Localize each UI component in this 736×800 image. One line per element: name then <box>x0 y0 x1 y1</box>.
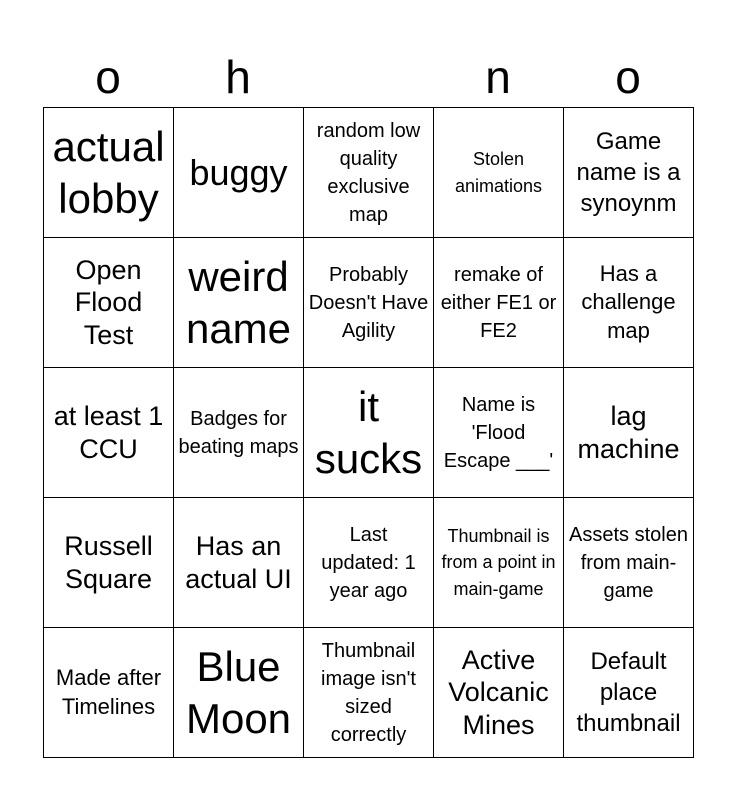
header-letter-4: n <box>485 51 511 103</box>
bingo-cell[interactable]: Assets stolen from main-game <box>564 498 694 628</box>
bingo-cell[interactable]: remake of either FE1 or FE2 <box>434 238 564 368</box>
bingo-cell[interactable]: it sucks <box>304 368 434 498</box>
bingo-cell[interactable]: Has a challenge map <box>564 238 694 368</box>
bingo-cell[interactable]: Thumbnail image isn't sized correctly <box>304 628 434 758</box>
header-letter-2: h <box>225 51 251 103</box>
bingo-cell[interactable]: Default place thumbnail <box>564 628 694 758</box>
bingo-cell[interactable]: Game name is a synoynm <box>564 108 694 238</box>
bingo-cell[interactable]: Active Volcanic Mines <box>434 628 564 758</box>
bingo-cell[interactable]: Has an actual UI <box>174 498 304 628</box>
bingo-cell[interactable]: Made after Timelines <box>44 628 174 758</box>
bingo-board <box>43 107 694 758</box>
bingo-cell[interactable]: random low quality exclusive map <box>304 108 434 238</box>
bingo-cell[interactable]: actual lobby <box>44 108 174 238</box>
bingo-cell[interactable]: Last updated: 1 year ago <box>304 498 434 628</box>
header-letter-5: o <box>615 51 641 103</box>
bingo-cell[interactable]: Open Flood Test <box>44 238 174 368</box>
bingo-header <box>43 50 693 108</box>
bingo-cell[interactable]: Blue Moon <box>174 628 304 758</box>
bingo-cell[interactable]: lag machine <box>564 368 694 498</box>
bingo-cell[interactable]: Russell Square <box>44 498 174 628</box>
bingo-cell[interactable]: Probably Doesn't Have Agility <box>304 238 434 368</box>
bingo-cell[interactable]: Badges for beating maps <box>174 368 304 498</box>
bingo-cell[interactable]: Name is 'Flood Escape ___' <box>434 368 564 498</box>
bingo-cell[interactable]: weird name <box>174 238 304 368</box>
bingo-cell[interactable]: Stolen animations <box>434 108 564 238</box>
header-letter-1: o <box>95 51 121 103</box>
bingo-cell[interactable]: buggy <box>174 108 304 238</box>
bingo-cell[interactable]: Thumbnail is from a point in main-game <box>434 498 564 628</box>
header-letter-3 <box>303 50 433 108</box>
bingo-cell[interactable]: at least 1 CCU <box>44 368 174 498</box>
